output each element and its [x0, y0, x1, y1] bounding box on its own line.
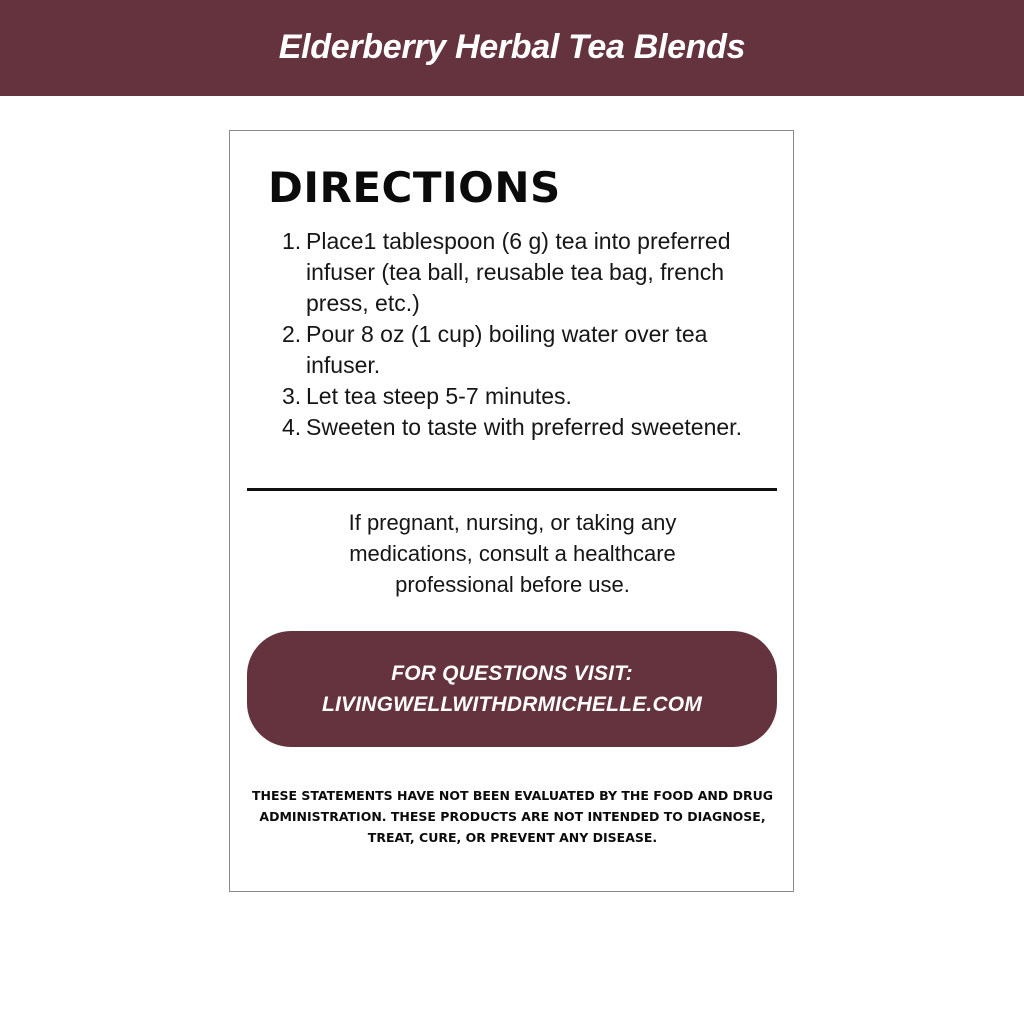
- step-item: [282, 381, 762, 412]
- questions-banner: [247, 631, 777, 747]
- step-number: 2.: [282, 321, 302, 347]
- title-banner: [0, 0, 1024, 96]
- step-text: Place1 tablespoon (6 g) tea into preferred infuser (tea ball, reusable tea bag, french press, etc.): [306, 228, 731, 316]
- step-text: Pour 8 oz (1 cup) boiling water over tea infuser.: [306, 321, 708, 378]
- fda-disclaimer: THESE STATEMENTS HAVE NOT BEEN EVALUATED BY THE FOOD AND DRUG ADMINISTRATION. THESE PRODUCTS ARE NOT INTENDED TO DIAGNOSE, TREAT, CURE, OR PREVENT ANY DISEASE.: [251, 788, 774, 845]
- step-number: 3.: [282, 383, 302, 409]
- page-title: Elderberry Herbal Tea Blends: [278, 27, 746, 66]
- questions-label: FOR QUESTIONS VISIT:: [391, 662, 633, 685]
- caution-note: If pregnant, nursing, or taking any medications, consult a healthcare professional before use.: [348, 510, 677, 597]
- directions-label: [229, 130, 794, 892]
- step-text: Let tea steep 5-7 minutes.: [306, 383, 572, 409]
- step-item: [282, 319, 762, 381]
- directions-heading: DIRECTIONS: [268, 163, 561, 212]
- website-link[interactable]: LIVINGWELLWITHDRMICHELLE.COM: [321, 693, 703, 716]
- steps-list: [282, 226, 762, 443]
- step-text: Sweeten to taste with preferred sweetener.: [306, 414, 742, 440]
- step-item: [282, 226, 762, 319]
- step-item: [282, 412, 762, 443]
- step-number: 4.: [282, 414, 302, 440]
- section-divider: [247, 488, 777, 491]
- step-number: 1.: [282, 228, 302, 254]
